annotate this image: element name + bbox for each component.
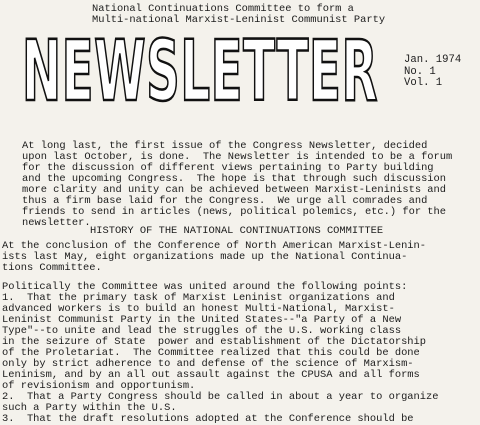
text-line: advanced workers is to build an honest Multi-National, Marxist- [2, 303, 395, 315]
text-line: At the conclusion of the Conference of North American Marxist-Lenin- [2, 240, 427, 252]
text-line: thus a firm base laid for the Congress. We urge all comrades and [22, 195, 428, 207]
text-line: in the seizure of State power and establishment of the Dictatorship [2, 336, 427, 348]
text-line: Type"--to unite and lead the struggles of the U.S. working class [2, 325, 402, 337]
history-paragraph-2 [2, 282, 438, 425]
text-line: such a Party within the U.S. [2, 402, 177, 414]
issue-date: Jan. 1974 [404, 54, 462, 66]
issue-number: No. 1 [404, 65, 436, 78]
text-line: 3. That the draft resolutions adopted at the Conference should be [2, 413, 414, 425]
text-line: Leninism, and by an all out assault against the CPUSA and all forms [2, 369, 420, 381]
text-line: more clarity and unity can be achieved between Marxist-Leninists and [22, 184, 447, 196]
subtitle-line-2: Multi-national Marxist-Leninist Communist Party [92, 14, 386, 26]
text-line: 1. That the primary task of Marxist Leninist organizations and [2, 292, 395, 304]
logo-title: NEWSLETTER [22, 22, 378, 120]
text-line: of the Proletariat. The Committee realized that this could be done [2, 347, 420, 359]
text-line: only by strict adherence to and defense of the science of Marxism- [2, 358, 414, 370]
text-line: for the discussion of different views pertaining to Party building [22, 162, 434, 174]
text-line: upon last October, is done. The Newsletter is intended to be a forum [22, 151, 453, 163]
text-line: newsletter. [22, 217, 91, 229]
text-line: and the upcoming Congress. The hope is that through such discussion [22, 173, 447, 185]
subtitle-line-1: National Continuations Committee to form a [92, 3, 354, 15]
newsletter-logo [20, 22, 380, 120]
text-line: Politically the Committee was united around the following points: [2, 281, 408, 293]
text-line: At long last, the first issue of the Congress Newsletter, decided [22, 140, 428, 152]
text-line: 2. That a Party Congress should be called in about a year to organize [2, 391, 439, 403]
text-line: Leninist Communist Party in the United States--"a Party of a New [2, 314, 402, 326]
text-line: ists last May, eight organizations made up the National Continua- [2, 251, 408, 263]
intro-paragraph [22, 141, 452, 229]
section-heading: HISTORY OF THE NATIONAL CONTINUATIONS COMMITTEE [90, 225, 384, 237]
text-line: of revisionism and opportunism. [2, 380, 196, 392]
history-paragraph-1 [2, 241, 426, 274]
text-line: tions Committee. [2, 262, 102, 274]
issue-info [404, 55, 461, 90]
issue-volume: Vol. 1 [404, 77, 443, 89]
text-line: friends to send in articles (news, political polemics, etc.) for the [22, 206, 447, 218]
